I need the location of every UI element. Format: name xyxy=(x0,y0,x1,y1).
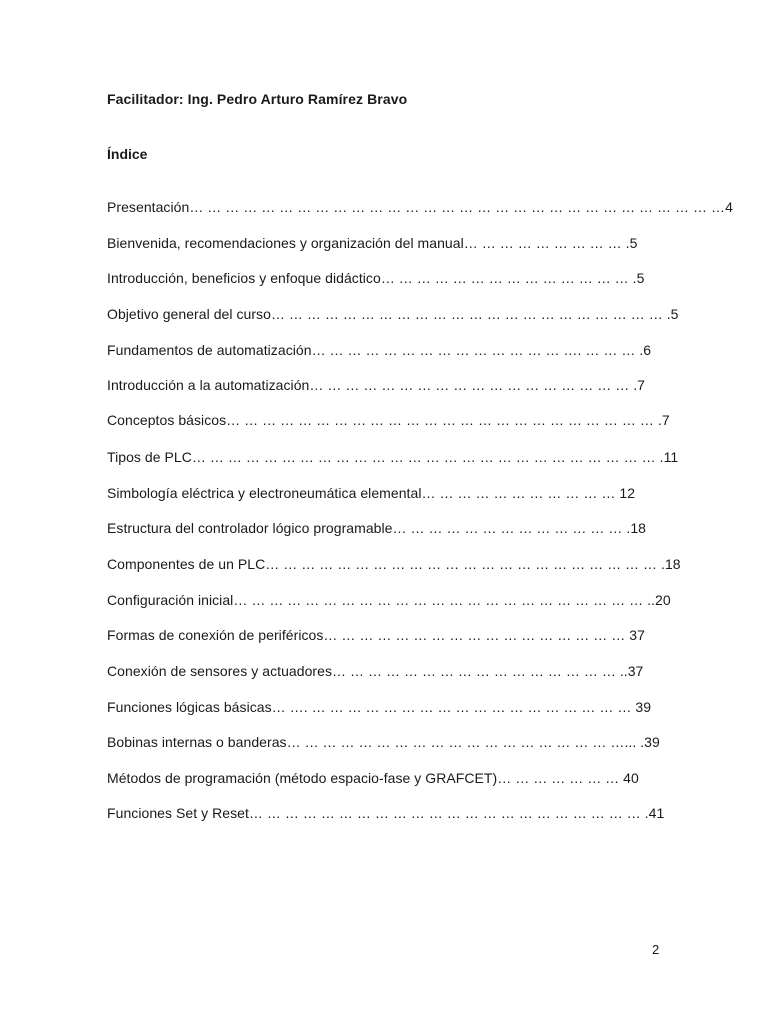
toc-entry-introduccion-automatizacion: Introducción a la automatización… … … … … … … … … … … … … … … … … … .7 xyxy=(107,377,645,393)
toc-entry-configuracion-inicial: Configuración inicial… … … … … … … … … … … … … … … … … … … … … … … ..20 xyxy=(107,592,671,608)
toc-entry-conexion-sensores: Conexión de sensores y actuadores… … … … … … … … … … … … … … … … ..37 xyxy=(107,663,644,679)
toc-entry-funciones-logicas: Funciones lógicas básicas… …. … … … … … … … … … … … … … … … … … … 39 xyxy=(107,699,652,715)
toc-entry-tipos-plc: Tipos de PLC… … … … … … … … … … … … … … … … … … … … … … … … … … .11 xyxy=(107,449,679,465)
toc-entry-estructura-controlador: Estructura del controlador lógico programable… … … … … … … … … … … … … .18 xyxy=(107,520,646,536)
index-title: Índice xyxy=(107,146,148,162)
toc-entry-conceptos-basicos: Conceptos básicos… … … … … … … … … … … … … … … … … … … … … … … … .7 xyxy=(107,412,670,428)
toc-entry-componentes-plc: Componentes de un PLC… … … … … … … … … … … … … … … … … … … … … … .18 xyxy=(107,556,681,572)
toc-entry-presentacion: Presentación… … … … … … … … … … … … … … … … … … … … … … … … … … … … … …4 xyxy=(107,199,733,215)
toc-entry-metodos-programacion: Métodos de programación (método espacio-fase y GRAFCET)… … … … … … … 40 xyxy=(107,770,639,786)
toc-entry-introduccion-beneficios: Introducción, beneficios y enfoque didáctico… … … … … … … … … … … … … … .5 xyxy=(107,270,645,286)
toc-entry-bobinas-internas: Bobinas internas o banderas… … … … … … … … … … … … … … … … … … …... .39 xyxy=(107,734,660,750)
toc-entry-objetivo-general: Objetivo general del curso… … … … … … … … … … … … … … … … … … … … … … .5 xyxy=(107,306,679,322)
toc-entry-fundamentos-automatizacion: Fundamentos de automatización… … … … … … … … … … … … … … …. … … … .6 xyxy=(107,342,652,358)
toc-entry-funciones-set-reset: Funciones Set y Reset… … … … … … … … … … … … … … … … … … … … … … .41 xyxy=(107,805,665,821)
page-number: 2 xyxy=(652,942,660,957)
toc-entry-bienvenida: Bienvenida, recomendaciones y organización del manual… … … … … … … … … .5 xyxy=(107,235,638,251)
toc-entry-formas-conexion: Formas de conexión de periféricos… … … … … … … … … … … … … … … … … 37 xyxy=(107,627,645,643)
facilitator-line: Facilitador: Ing. Pedro Arturo Ramírez Bravo xyxy=(107,91,408,107)
toc-entry-simbologia: Simbología eléctrica y electroneumática elemental… … … … … … … … … … … 12 xyxy=(107,485,636,501)
